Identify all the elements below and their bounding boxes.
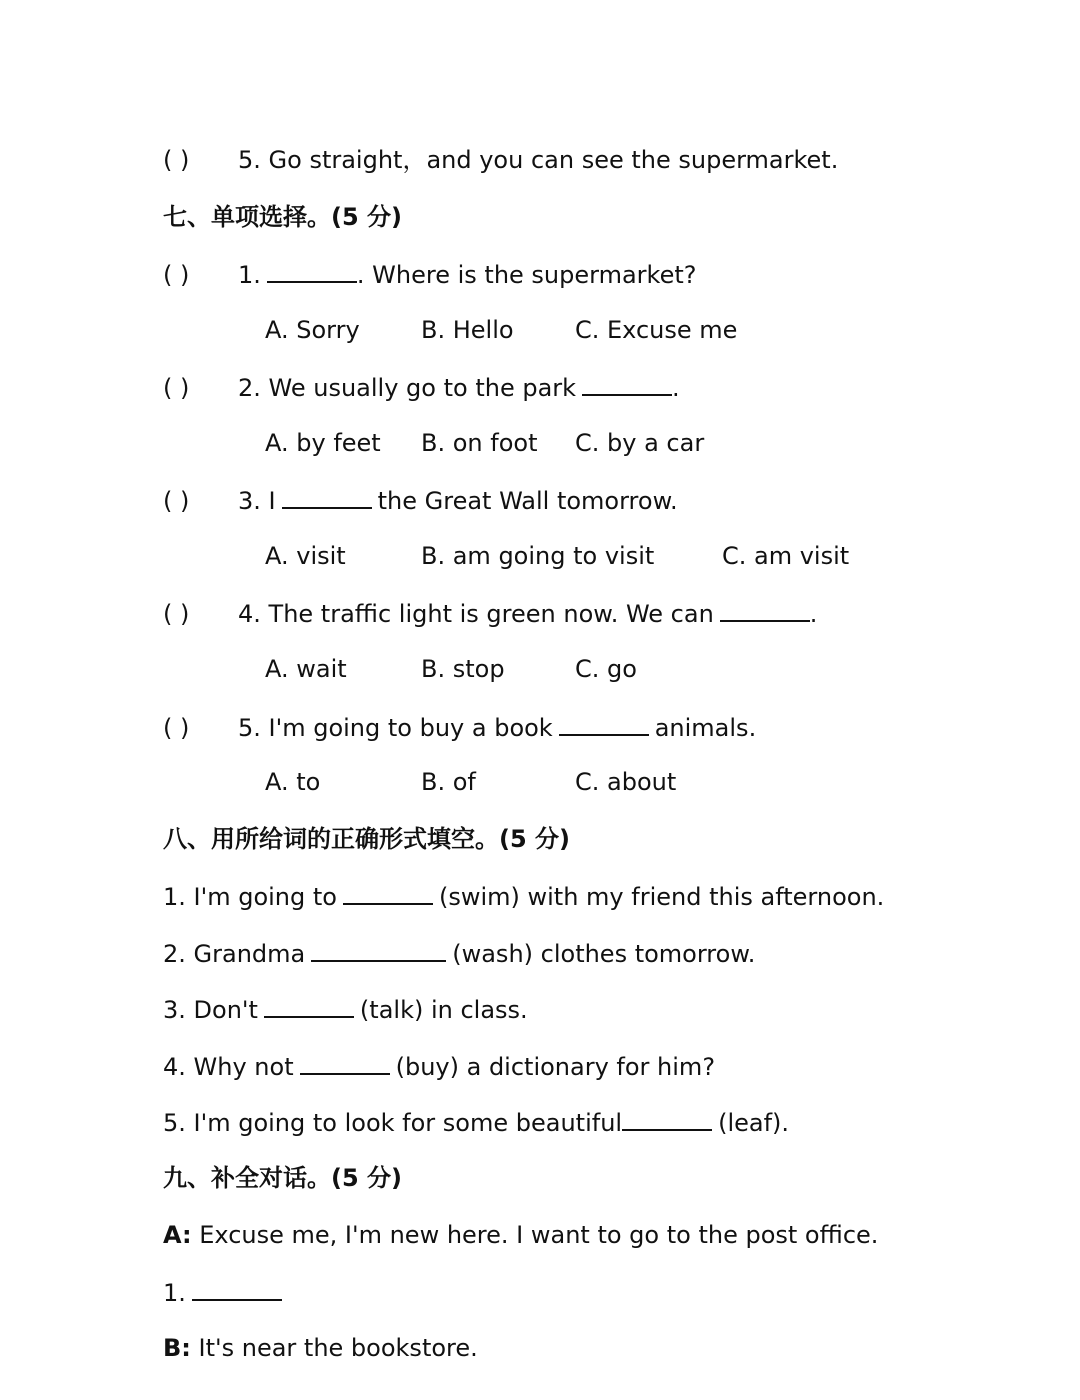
answer-blank[interactable] — [720, 594, 810, 622]
answer-blank[interactable] — [343, 877, 433, 905]
question-text: 3. Don't — [163, 996, 258, 1024]
option-c: C. Excuse me — [575, 316, 738, 344]
answer-paren[interactable]: ( ) — [163, 261, 190, 289]
question-text: . Where is the supermarket? — [356, 261, 697, 289]
answer-paren[interactable]: ( ) — [163, 714, 190, 742]
s7-question-5 — [163, 708, 756, 744]
section-9-title: 九、补全对话。(5 分) — [163, 1164, 402, 1192]
question-text: 2. We usually go to the park — [238, 374, 577, 402]
answer-paren[interactable]: ( ) — [163, 146, 190, 174]
question-text: . — [809, 600, 818, 628]
s8-question-2 — [163, 934, 755, 970]
option-c: C. go — [575, 655, 637, 683]
question-text: . — [672, 374, 680, 402]
option-a: A. to — [265, 768, 321, 796]
s7-question-1 — [163, 255, 697, 291]
option-b: B. Hello — [421, 316, 514, 344]
s8-question-3 — [163, 990, 528, 1026]
dialogue-text: Excuse me, I'm new here. I want to go to the post office. — [191, 1221, 879, 1249]
option-b: B. on foot — [421, 429, 538, 457]
question-text: 5. I'm going to buy a book — [238, 714, 553, 742]
answer-blank[interactable] — [282, 481, 372, 509]
question-text: 5. I'm going to look for some beautiful — [163, 1109, 623, 1137]
answer-blank[interactable] — [622, 1103, 712, 1131]
speaker-label: A: — [163, 1221, 192, 1249]
option-a: A. wait — [265, 655, 347, 683]
option-a: A. by feet — [265, 429, 381, 457]
question-text: 1. — [238, 261, 261, 289]
section-8-title: 八、用所给词的正确形式填空。(5 分) — [163, 825, 570, 853]
option-b: B. of — [421, 768, 476, 796]
question-text: 4. The traffic light is green now. We can — [238, 600, 714, 628]
answer-blank[interactable] — [267, 255, 357, 283]
blank-number: 1. — [163, 1279, 186, 1307]
question-text: 5. Go straight，and you can see the supermarket. — [238, 146, 839, 174]
option-c: C. by a car — [575, 429, 705, 457]
s7-question-2 — [163, 368, 680, 404]
question-text: (leaf). — [718, 1109, 790, 1137]
dialogue-line-b — [163, 1330, 478, 1366]
answer-paren[interactable]: ( ) — [163, 487, 190, 515]
answer-blank[interactable] — [300, 1047, 390, 1075]
option-b: B. stop — [421, 655, 505, 683]
section-7-title: 七、单项选择。(5 分) — [163, 203, 402, 231]
question-text: 3. I — [238, 487, 276, 515]
speaker-label: B: — [163, 1334, 191, 1362]
s7-question-4 — [163, 594, 817, 630]
answer-paren[interactable]: ( ) — [163, 600, 190, 628]
question-text: 2. Grandma — [163, 940, 306, 968]
s8-question-1 — [163, 877, 884, 913]
answer-blank[interactable] — [264, 990, 354, 1018]
s8-question-5 — [163, 1103, 789, 1139]
answer-blank[interactable] — [582, 368, 672, 396]
prev-question-5 — [163, 142, 838, 178]
question-text: (wash) clothes tomorrow. — [452, 940, 756, 968]
question-text: (buy) a dictionary for him? — [395, 1053, 716, 1081]
dialogue-blank-1 — [163, 1273, 288, 1309]
question-text: (talk) in class. — [359, 996, 528, 1024]
question-text: animals. — [654, 714, 757, 742]
option-b: B. am going to visit — [421, 542, 655, 570]
option-c: C. am visit — [722, 542, 850, 570]
option-a: A. Sorry — [265, 316, 360, 344]
question-text: 1. I'm going to — [163, 883, 337, 911]
option-c: C. about — [575, 768, 677, 796]
question-text: the Great Wall tomorrow. — [377, 487, 678, 515]
answer-blank[interactable] — [192, 1273, 282, 1301]
s7-question-3 — [163, 481, 678, 517]
question-text: 4. Why not — [163, 1053, 294, 1081]
dialogue-line-a — [163, 1217, 878, 1253]
dialogue-text: It's near the bookstore. — [190, 1334, 478, 1362]
answer-blank[interactable] — [559, 708, 649, 736]
option-a: A. visit — [265, 542, 346, 570]
question-text: (swim) with my friend this afternoon. — [438, 883, 885, 911]
answer-paren[interactable]: ( ) — [163, 374, 190, 402]
answer-blank[interactable] — [311, 934, 446, 962]
s8-question-4 — [163, 1047, 715, 1083]
